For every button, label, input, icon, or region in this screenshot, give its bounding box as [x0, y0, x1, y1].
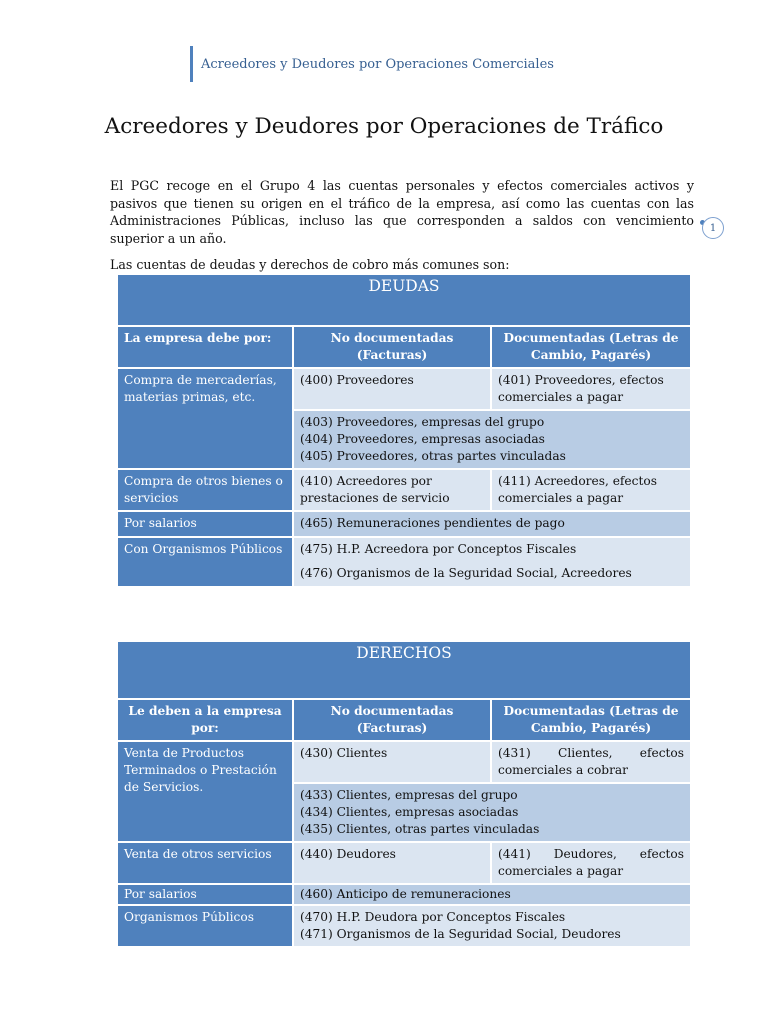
deudas-header-col1: La empresa debe por: [117, 326, 293, 368]
derechos-cell-440: (440) Deudores [293, 842, 491, 884]
derechos-header-col1: Le deben a la empresa por: [117, 699, 293, 741]
derechos-cell-431: (431) Clientes, efectos comerciales a cobrar [491, 741, 691, 783]
derechos-cell-group [293, 783, 691, 842]
deudas-row-label-compra: Compra de mercaderías, materias primas, etc. [117, 368, 293, 469]
derechos-line-433: (433) Clientes, empresas del grupo [300, 788, 518, 802]
deudas-cell-411: (411) Acreedores, efectos comerciales a pagar [491, 469, 691, 511]
derechos-table [116, 640, 692, 948]
deudas-cell-group [293, 410, 691, 469]
deudas-table [116, 273, 692, 588]
deudas-row-label-otros: Compra de otros bienes o servicios [117, 469, 293, 511]
deudas-line-404: (404) Proveedores, empresas asociadas [300, 432, 545, 446]
deudas-header-col3: Documentadas (Letras de Cambio, Pagarés) [491, 326, 691, 368]
deudas-line-475: (475) H.P. Acreedora por Conceptos Fiscales [300, 542, 577, 556]
running-header [190, 46, 554, 82]
deudas-cell-410: (410) Acreedores por prestaciones de servicio [293, 469, 491, 511]
derechos-row-label-venta: Venta de Productos Terminados o Prestación de Servicios. [117, 741, 293, 842]
deudas-row-label-organismos: Con Organismos Públicos [117, 537, 293, 587]
deudas-line-476: (476) Organismos de la Seguridad Social, Acreedores [300, 566, 632, 580]
deudas-cell-401: (401) Proveedores, efectos comerciales a pagar [491, 368, 691, 410]
deudas-line-405: (405) Proveedores, otras partes vinculadas [300, 449, 566, 463]
deudas-cell-400: (400) Proveedores [293, 368, 491, 410]
deudas-header-col2: No documentadas (Facturas) [293, 326, 491, 368]
page-number-badge: 1 [702, 217, 724, 239]
table-intro-text: Las cuentas de deudas y derechos de cobro más comunes son: [110, 257, 510, 272]
derechos-cell-460: (460) Anticipo de remuneraciones [293, 884, 691, 905]
deudas-cell-465: (465) Remuneraciones pendientes de pago [293, 511, 691, 537]
deudas-row-label-salarios: Por salarios [117, 511, 293, 537]
derechos-row-label-otros: Venta de otros servicios [117, 842, 293, 884]
derechos-header-col3: Documentadas (Letras de Cambio, Pagarés) [491, 699, 691, 741]
running-header-text: Acreedores y Deudores por Operaciones Comerciales [201, 56, 554, 72]
derechos-header-col2: No documentadas (Facturas) [293, 699, 491, 741]
deudas-cell-organismos [293, 537, 691, 587]
derechos-line-471: (471) Organismos de la Seguridad Social, Deudores [300, 927, 621, 941]
derechos-row-label-organismos: Organismos Públicos [117, 905, 293, 947]
derechos-row-label-salarios: Por salarios [117, 884, 293, 905]
intro-paragraph: El PGC recoge en el Grupo 4 las cuentas personales y efectos comerciales activos y pasivos que tienen su origen en el tráfico de la empresa, así como las cuentas con las Administraciones Públicas, incluso las que corresponden a saldos con vencimiento superior a un año. [110, 178, 694, 246]
deudas-line-403: (403) Proveedores, empresas del grupo [300, 415, 545, 429]
derechos-cell-430: (430) Clientes [293, 741, 491, 783]
page-title: Acreedores y Deudores por Operaciones de Tráfico [104, 114, 664, 139]
derechos-line-434: (434) Clientes, empresas asociadas [300, 805, 519, 819]
deudas-caption: DEUDAS [117, 274, 691, 326]
derechos-cell-organismos [293, 905, 691, 947]
derechos-cell-441: (441) Deudores, efectos comerciales a pagar [491, 842, 691, 884]
derechos-line-435: (435) Clientes, otras partes vinculadas [300, 822, 540, 836]
derechos-caption: DERECHOS [117, 641, 691, 699]
derechos-line-470: (470) H.P. Deudora por Conceptos Fiscales [300, 910, 566, 924]
